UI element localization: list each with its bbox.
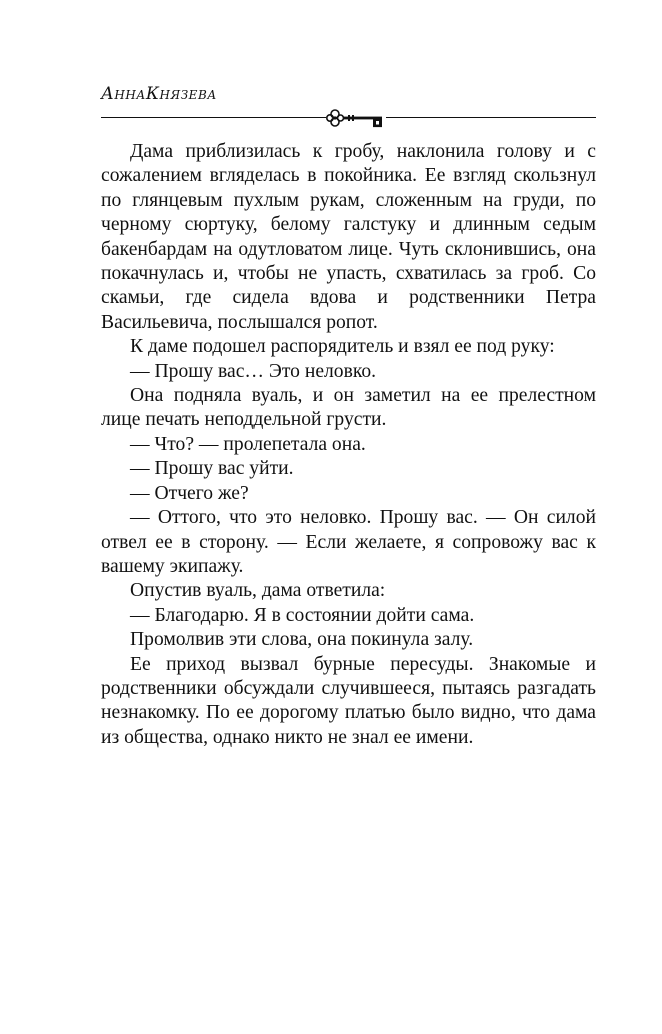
- running-head-author: АннаКнязева: [101, 84, 217, 104]
- paragraph: — Что? — пролепетала она.: [130, 433, 366, 455]
- paragraph: Промолвив эти слова, она покинула залу.: [130, 629, 474, 651]
- paragraph: — Благодарю. Я в состоянии дойти сама.: [130, 604, 475, 626]
- paragraph: Опустив вуаль, дама ответила:: [130, 580, 386, 602]
- paragraph: Ее приход вызвал бурные пересуды. Знакомые и родственники обсуждали случившееся, пытаясь разгадать незнакомку. По ее дорогому платью было видно, что дама из общества, однако никто не знал ее имени.: [101, 653, 596, 748]
- paragraph: — Прошу вас… Это неловко.: [130, 360, 377, 382]
- body-text: [101, 140, 596, 750]
- paragraph: Она подняла вуаль, и он заметил на ее прелестном лице печать неподдельной грусти.: [101, 385, 596, 431]
- paragraph: Дама приблизилась к гробу, наклонила голову и с сожалением вгляделась в покойника. Ее взгляд скользнул по глянцевым пухлым рукам, сложенным на груди, по черному сюртуку, белому галстуку и длинным седым бакенбардам на одутловатом лице. Чуть склонившись, она покачнулась и, чтобы не упасть, схватилась за гроб. Со скамьи, где сидела вдова и родственники Петра Васильевича, послышался ропот.: [101, 141, 596, 333]
- paragraph: — Отчего же?: [130, 482, 249, 504]
- paragraph: — Прошу вас уйти.: [130, 458, 294, 480]
- key-ornament-icon: [326, 106, 386, 130]
- paragraph: — Оттого, что это неловко. Прошу вас. — Он силой отвел ее в сторону. — Если желаете, я сопровожу вас к вашему экипажу.: [101, 507, 596, 577]
- paragraph: К даме подошел распорядитель и взял ее под руку:: [130, 336, 555, 358]
